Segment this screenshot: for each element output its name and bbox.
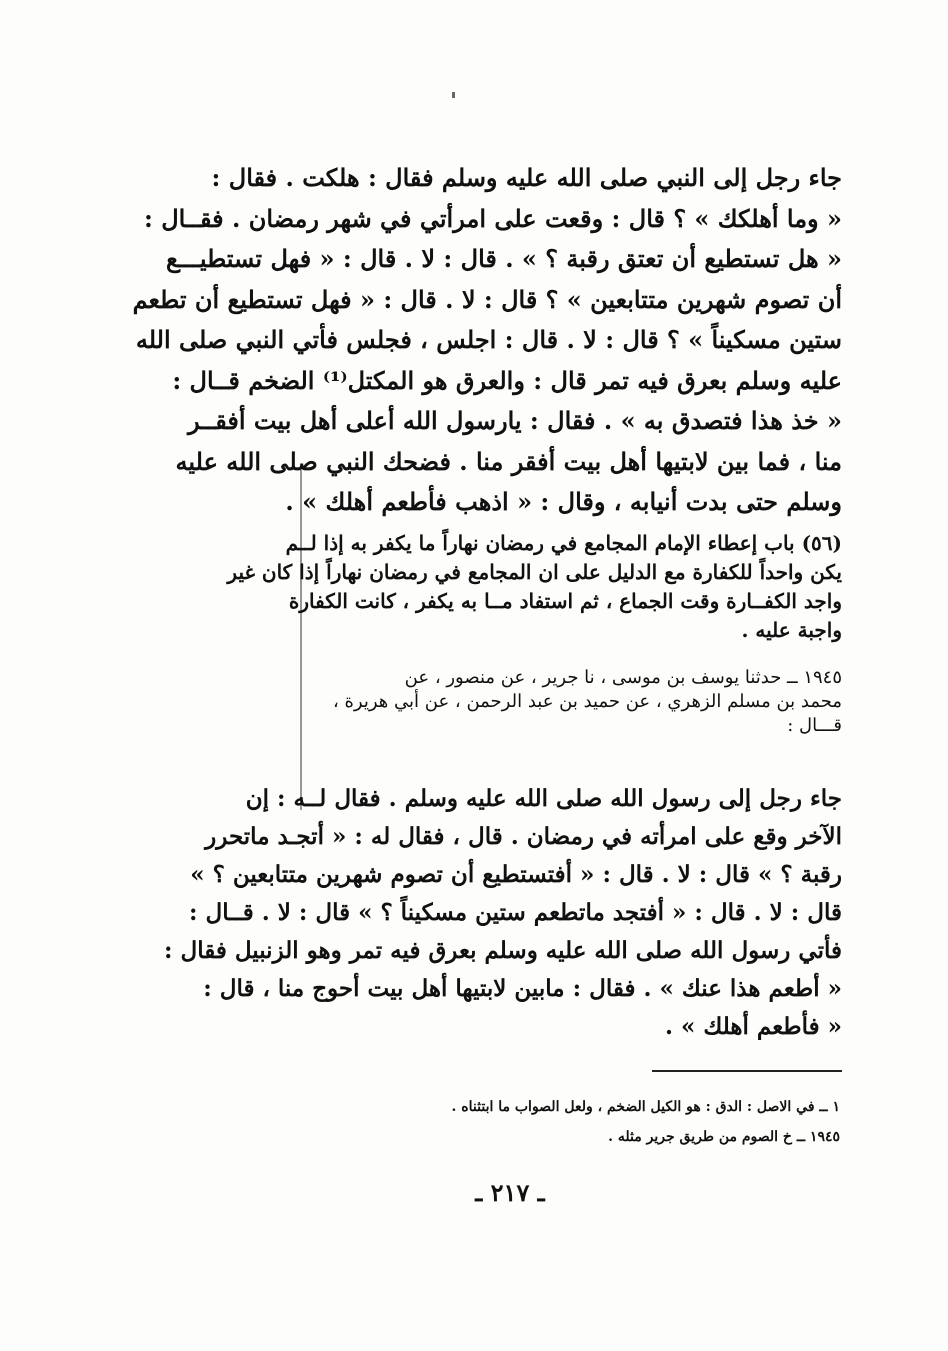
chapter-heading [192, 529, 842, 645]
text-line: « وما أهلكك » ؟ قال : وقعت على امرأتي في شهر رمضان . فقــال : [144, 203, 842, 233]
text-line: وسلم حتى بدت أنيابه ، وقال : « اذهب فأطعم أهلك » . [285, 487, 842, 516]
hadith-text-paragraph-2 [164, 780, 842, 1046]
text-line: عليه وسلم بعرق فيه تمر قال : والعرق هو المكتل⁽¹⁾ الضخم قــال : [172, 365, 842, 395]
hadith-isnad [192, 666, 842, 738]
heading-line: (٥٦) باب إعطاء الإمام المجامع في رمضان نهاراً ما يكفر به إذا لــم [285, 531, 842, 555]
text-line: ستين مسكيناً » ؟ قال : لا . قال : اجلس ، فجلس فأتي النبي صلى الله [135, 325, 842, 354]
hadith-text-paragraph-1 [132, 158, 842, 523]
text-line: جاء رجل إلى رسول الله صلى الله عليه وسلم . فقال لــه : إن [245, 785, 842, 812]
text-line: أن تصوم شهرين متتابعين » ؟ قال : لا . قال : « فهل تستطيع أن تطعم [132, 284, 842, 314]
page-number: ـ ٢١٧ ـ [475, 1178, 545, 1207]
text-line: قال : لا . قال : « أفتجد ماتطعم ستين مسكيناً ؟ » قال : لا . قــال : [189, 899, 842, 926]
text-line: « أطعم هذا عنك » . فقال : مابين لابتيها أهل بيت أحوج منا ، قال : [203, 975, 842, 1002]
footnote-divider [652, 1070, 842, 1072]
text-line: « خذ هذا فتصدق به » . فقال : يارسول الله أعلى أهل بيت أفقــر [187, 406, 842, 435]
text-line: فأتي رسول الله صلى الله عليه وسلم بعرق فيه تمر وهو الزنبيل فقال : [164, 937, 842, 964]
isnad-line: قـــال : [787, 715, 842, 736]
heading-line: واجد الكفــارة وقت الجماع ، ثم استفاد مــا به يكفر ، كانت الكفارة [288, 589, 842, 613]
text-line: « فأطعم أهلك » . [664, 1013, 842, 1040]
isnad-line: محمد بن مسلم الزهري ، عن حميد بن عبد الرحمن ، عن أبي هريرة ، [332, 691, 842, 712]
footnote: ١ ــ في الاصل : الدق : هو الكيل الضخم ، ولعل الصواب ما ابتثناه . [451, 1099, 840, 1115]
text-line: الآخر وقع على امرأته في رمضان . قال ، فقال له : « أتجـد ماتحرر [205, 823, 842, 850]
scan-speck [452, 92, 455, 98]
text-line: منا ، فما بين لابتيها أهل بيت أفقر منا . فضحك النبي صلى الله عليه [175, 446, 842, 476]
text-line: جاء رجل إلى النبي صلى الله عليه وسلم فقال : هلكت . فقال : [211, 163, 842, 192]
text-line: « هل تستطيع أن تعتق رقبة ؟ » . قال : لا . قال : « فهل تستطيـــع [165, 244, 842, 273]
isnad-line: ١٩٤٥ ــ حدثنا يوسف بن موسى ، نا جرير ، عن منصور ، عن [404, 667, 842, 688]
footnotes [300, 1092, 840, 1152]
heading-line: واجبة عليه . [741, 618, 842, 642]
heading-line: يكن واحداً للكفارة مع الدليل على ان المجامع في رمضان نهاراً إذا كان غير [227, 560, 842, 584]
text-line: رقبة ؟ » قال : لا . قال : « أفتستطيع أن تصوم شهرين متتابعين ؟ » [190, 861, 842, 888]
footnote: ١٩٤٥ ــ خ الصوم من طريق جرير مثله . [608, 1129, 840, 1145]
